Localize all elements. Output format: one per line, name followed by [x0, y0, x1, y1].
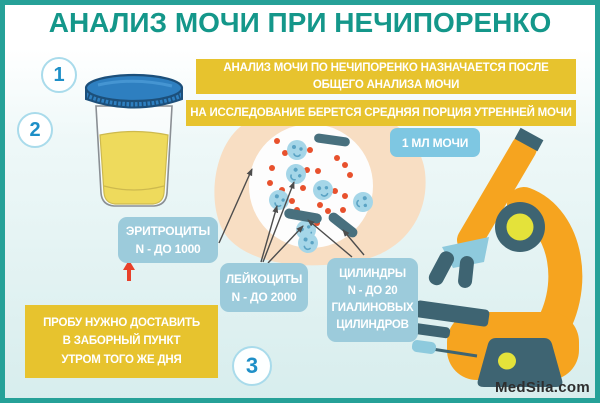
delivery-note [25, 305, 218, 378]
step-3-number: 3 [245, 353, 259, 378]
step-2-number: 2 [29, 118, 41, 141]
cell-name: ЛЕЙКОЦИТЫ [225, 271, 303, 286]
cell-name: ЭРИТРОЦИТЫ [125, 224, 211, 238]
cell-norm: N - ДО 2000 [231, 289, 297, 304]
volume-badge: 1 МЛ МОЧИ [390, 128, 480, 157]
banner-morning-portion [186, 100, 576, 126]
cell-name: ЦИЛИНДРЫ [339, 267, 406, 280]
microscope-icon [411, 134, 579, 387]
step-2-badge [17, 112, 53, 148]
page-title: АНАЛИЗ МОЧИ ПРИ НЕЧИПОРЕНКО [48, 7, 552, 38]
banner-text: АНАЛИЗ МОЧИ ПО НЕЧИПОРЕНКО НАЗНАЧАЕТСЯ ПОСЛЕ ОБЩЕГО АНАЛИЗА МОЧИ [223, 61, 549, 91]
cell-norm: N - ДО 1000 [135, 242, 201, 256]
cylinders-label [327, 258, 418, 342]
cell-norm: N - ДО 20 ГИАЛИНОВЫХ ЦИЛИНДРОВ [331, 284, 414, 332]
step-3-badge [232, 346, 272, 386]
delivery-note-text: ПРОБУ НУЖНО ДОСТАВИТЬ В ЗАБОРНЫЙ ПУНКТ УТРОМ ТОГО ЖЕ ДНЯ [43, 316, 200, 366]
microscope-field-icon [214, 102, 425, 265]
step-1-number: 1 [53, 63, 65, 86]
urine-container-icon [86, 75, 182, 206]
banner-after-general-analysis [196, 59, 576, 94]
leukocytes-label [220, 263, 308, 312]
red-arrow-icon [123, 260, 135, 281]
watermark: MedSila.com [495, 379, 590, 396]
banner-text: НА ИССЛЕДОВАНИЕ БЕРЕТСЯ СРЕДНЯЯ ПОРЦИЯ УТРЕННЕЙ МОЧИ [190, 106, 572, 119]
step-1-badge [41, 57, 77, 93]
erythrocytes-label [118, 217, 218, 263]
